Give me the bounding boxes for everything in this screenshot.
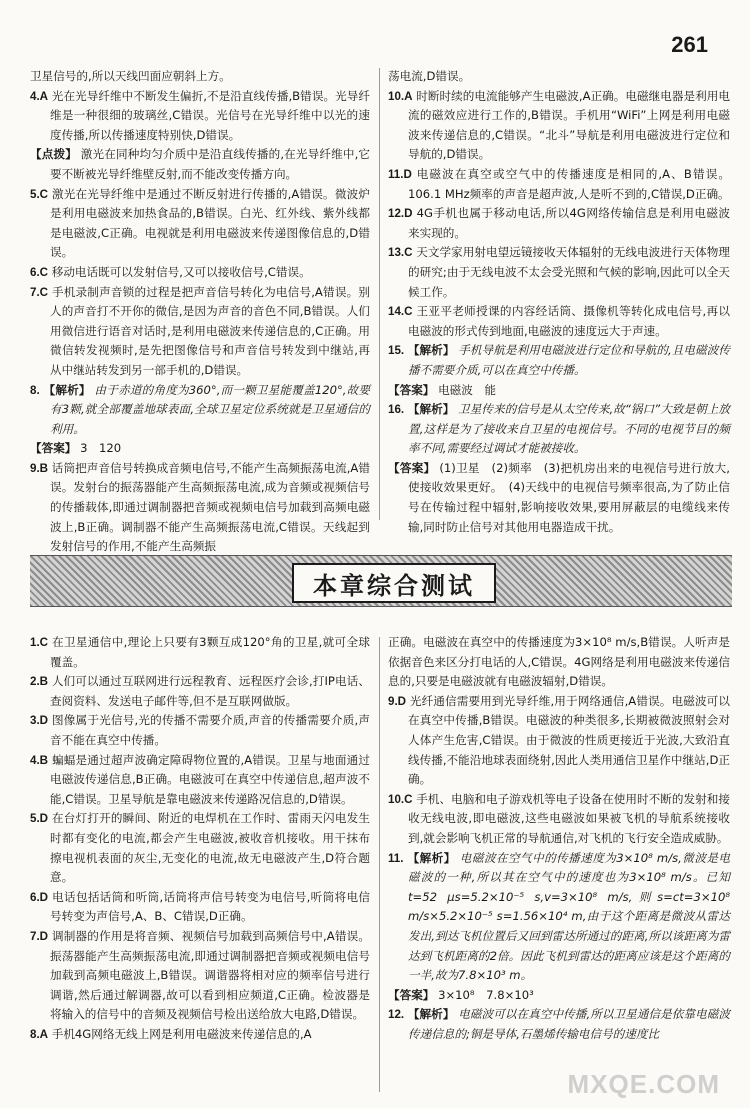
question-number: 4.A (30, 89, 49, 103)
answer-tag: 【答案】 (388, 382, 435, 397)
question-number: 2.B (30, 675, 49, 689)
section-banner (30, 555, 732, 607)
question-number: 16. (388, 403, 405, 417)
answer-text: 3 120 (80, 441, 122, 456)
answer-text: 4G手机也属于移动电话,所以4G网络传输信息是利用电磁波来实现的。 (408, 206, 730, 240)
answer-item (30, 672, 370, 711)
question-number: 12. (388, 1008, 405, 1022)
answer-item (388, 341, 730, 380)
question-number: 12.D (388, 207, 413, 221)
page-number: 261 (671, 32, 708, 57)
answer-text: 卫星传来的信号是从太空传来,故“锅口”大致是朝上放置,这样是为了接收来自卫星的电视信号。不同的电视节目的频率不同,需要经过调试才能被接收。 (408, 402, 730, 456)
answer-item (388, 790, 730, 849)
answer-item (30, 87, 370, 146)
answer-text: (1)卫星 (2)频率 (3)把机房出来的电视信号进行放大,使接收效果更好。 (4)天线中的电视信号频率很高,为了防止信号在传输过程中辐射,影响接收效果,要用屏蔽层的电缆线来传输,同时防止信号对其他用电器造成干扰。 (408, 460, 730, 534)
answer-text: 王亚平老师授课的内容经话筒、摄像机等转化成电信号,再以电磁波的形式传到地面,电磁波的速度远大于声速。 (408, 304, 731, 338)
answer-text: 由于赤道的角度为360°,而一颗卫星能覆盖120°,故要有3颗,就全部覆盖地球表面,全球卫星定位系统就是卫星通信的利用。 (50, 382, 370, 436)
answer-item (30, 711, 370, 750)
question-number: 10.C (388, 792, 413, 806)
answer-item (388, 692, 730, 790)
column-divider (379, 68, 380, 520)
answer-tag: 【解析】 (407, 850, 456, 865)
question-number: 6.C (30, 265, 49, 279)
answer-item (388, 204, 730, 243)
question-number: 11.D (388, 167, 412, 181)
answer-column-left-top (30, 67, 370, 557)
answer-text: 手机导航是利用电磁波进行定位和导航的,且电磁波传播不需要介质,可以在真空中传播。 (408, 343, 730, 377)
answer-tag: 【答案】 (388, 460, 436, 475)
answer-text: 光纤通信需要用到光导纤维,用于网络通信,A错误。电磁波可以在真空中传播,B错误。电磁波的种类很多,长期被微波照射会对人体产生危害,C错误。由于微波的性质更接近于光波,大致沿直线传播,不能沿地球表面绕射,因此人类用通信卫星作中继站,D正确。 (408, 693, 730, 787)
answer-text: 激光在光导纤维中是通过不断反射进行传播的,A错误。微波炉是利用电磁波来加热食品的,B错误。白光、红外线、紫外线都是电磁波,C正确。电视就是利用电磁波来传递图像信息的,D错误。 (50, 186, 371, 260)
question-number: 7.C (30, 285, 49, 299)
continued-text: 荡电流,D错误。 (388, 69, 471, 83)
question-number: 6.D (30, 890, 49, 904)
answer-column-right-bottom (388, 633, 730, 1044)
answer-item (388, 986, 730, 1006)
answer-tag: 【点拨】 (30, 147, 77, 162)
answer-text: 3×10⁸ 7.8×10³ (438, 987, 534, 1002)
answer-item (30, 1025, 370, 1045)
answer-text: 激光在同种均匀介质中是沿直线传播的,在光导纤维中,它要不断被光导纤维壁反射,而不能改变传播方向。 (50, 147, 371, 181)
answer-tag: 【解析】 (43, 382, 91, 397)
question-number: 8.A (30, 1027, 49, 1041)
answer-item (30, 633, 370, 672)
answer-item (388, 165, 730, 204)
section-title: 本章综合测试 (313, 571, 475, 600)
question-number: 5.C (30, 187, 49, 201)
answer-text: 在卫星通信中,理论上只要有3颗互成120°角的卫星,就可全球覆盖。 (50, 635, 371, 669)
answer-text: 蝙蝠是通过超声波确定障碍物位置的,A错误。卫星与地面通过电磁波传递信息,B正确。电磁波可在真空中传递信息,超声波不能,C错误。卫星导航是靠电磁波来传递路况信息的,D错误。 (50, 752, 371, 806)
answer-column-right-top (388, 67, 730, 537)
answer-item (30, 283, 370, 381)
question-number: 8. (30, 383, 40, 397)
answer-item (30, 145, 370, 184)
answer-text: 在台灯打开的瞬间、附近的电焊机在工作时、雷雨天闪电发生时都有变化的电流,都会产生电磁波,被收音机接收。用干抹布擦电视机表面的灰尘,无变化的电流,故无电磁波产生,D符合题意。 (50, 811, 370, 885)
answer-text: 人们可以通过互联网进行远程教育、远程医疗会诊,打IP电话、查阅资料、发送电子邮件等,但不是互联网做版。 (50, 674, 371, 708)
answer-text: 手机录制声音锁的过程是把声音信号转化为电信号,A错误。别人的声音打不开你的微信,是因为声音的音色不同,B错误。人们用微信进行语音对话时,是利用电磁波来传递信息的,C正确。用微信转发视频时,是先把图像信号和声音信号转发到中继站,再从中继站转发到另一部手机的,D错误。 (50, 284, 371, 377)
answer-text: 电磁波在空气中的传播速度为3×10⁸ m/s,微波是电磁波的一种,所以其在空气中的速度也为3×10⁸ m/s。已知t=52 μs=5.2×10⁻⁵ s,v=3×10⁸ m/s,则s=ct=3×10⁸ m/s×5.2×10⁻⁵ s=1.56×10⁴ m,由于这个距离是微波从雷达发出,到达飞机位置后又回到雷达所通过的距离,所以该距离为雷达到飞机距离的2倍。因此飞机到雷达的距离应该是这个距离的一半,故为7.8×10³ m。 (408, 850, 730, 983)
answer-item (30, 263, 370, 283)
answer-tag: 【答案】 (30, 441, 77, 456)
answer-item (30, 888, 370, 927)
answer-item (30, 185, 370, 263)
question-number: 1.C (30, 636, 49, 649)
question-number: 3.D (30, 714, 49, 728)
answer-item (30, 439, 370, 459)
answer-text: 话筒把声音信号转换成音频电信号,不能产生高频振荡电流,A错误。发射台的振荡器能产生高频振荡电流,成为音频或视频信号的传播载体,即通过调制器把音频或视频电信号加载到高频电磁波上,B正确。调制器不能产生高频振荡电流,C错误。天线起到发射信号的作用,不能产生高频振 (50, 460, 370, 554)
question-number: 9.B (30, 461, 49, 475)
answer-text: 电磁波可以在真空中传播,所以卫星通信是依靠电磁波传递信息的;铜是导体,石墨烯传输电信号的速度比 (408, 1007, 730, 1041)
question-number: 10.A (388, 89, 413, 103)
answer-text: 图像属于光信号,光的传播不需要介质,声音的传播需要介质,声音不能在真空中传播。 (50, 713, 370, 747)
answer-item (30, 381, 370, 440)
continued-text: 正确。电磁波在真空中的传播速度为3×10⁸ m/s,B错误。人听声是依据音色来区分打电话的人,C错误。4G网络是利用电磁波来传递信息的,只要是电磁波就有电磁波辐射,D错误。 (388, 635, 730, 689)
answer-column-left-bottom (30, 633, 370, 1044)
answer-item (30, 459, 370, 557)
answer-item (30, 927, 370, 1025)
watermark-logo: MXQE.COM (567, 1069, 720, 1099)
answer-text: 电磁波在真空或空气中的传播速度是相同的,A、B错误。106.1 MHz频率的声音是超声波,人是听不到的,C错误,D正确。 (408, 166, 731, 201)
answer-text: 光在光导纤维中不断发生偏折,不是沿直线传播,B错误。光导纤维是一种很细的玻璃丝,C错误。光信号在光导纤维中以光的速度传播,所以传播速度特别快,D错误。 (50, 88, 371, 142)
question-number: 15. (388, 344, 405, 358)
answer-item (388, 849, 730, 986)
question-number: 5.D (30, 812, 49, 826)
answer-text: 手机、电脑和电子游戏机等电子设备在使用时不断的发射和接收无线电波,即电磁波,这些电磁波如果被飞机的导航系统接收到,就会影响飞机正常的导航通信,对飞机的飞行安全造成威胁。 (408, 791, 730, 845)
answer-tag: 【答案】 (388, 987, 435, 1002)
question-number: 14.C (388, 305, 413, 319)
answer-text: 时断时续的电流能够产生电磁波,A正确。电磁继电器是利用电流的磁效应进行工作的,B错误。手机用“WiFi”上网是利用电磁波来传递信息的,C错误。“北斗”导航是利用电磁波进行定位和导航的,D错误。 (408, 88, 730, 162)
answer-item (30, 751, 370, 810)
question-number: 4.B (30, 753, 49, 767)
answer-item (388, 1005, 730, 1044)
answer-tag: 【解析】 (407, 1007, 455, 1022)
question-number: 9.D (388, 694, 407, 708)
answer-item (388, 87, 730, 165)
answer-item (30, 809, 370, 887)
answer-item (388, 302, 730, 341)
column-divider (379, 637, 380, 1092)
question-number: 13.C (388, 246, 413, 260)
answer-item (388, 381, 730, 401)
answer-item (388, 459, 730, 537)
answer-text: 移动电话既可以发射信号,又可以接收信号,C错误。 (51, 264, 311, 279)
answer-item (388, 400, 730, 459)
question-number: 11. (388, 851, 404, 865)
continued-text: 卫星信号的,所以天线凹面应朝斜上方。 (30, 69, 231, 83)
answer-tag: 【解析】 (407, 402, 455, 417)
answer-text: 天文学家用射电望远镜接收天体辐射的无线电波进行天体物理的研究;由于无线电波不太会受光照和气候的影响,因此可以全天候工作。 (408, 245, 730, 299)
section-title-box (292, 563, 496, 603)
answer-text: 手机4G网络无线上网是利用电磁波来传递信息的,A (51, 1026, 312, 1041)
answer-text: 调制器的作用是将音频、视频信号加载到高频信号中,A错误。振荡器能产生高频振荡电流,即通过调制器把音频或视频电信号加载到高频电磁波上,B错误。调谐器将相对应的频率信号进行调谐,然后通过解调器,故可以看到相应频道,C正确。检波器是将输入的信号中的音频及视频信号检出送给放大电路,D错误。 (50, 928, 371, 1022)
answer-tag: 【解析】 (407, 343, 455, 358)
answer-text: 电话包括话筒和听筒,话筒将声信号转变为电信号,听筒将电信号转变为声信号,A、B、C错误,D正确。 (50, 889, 371, 924)
question-number: 7.D (30, 929, 49, 943)
answer-text: 电磁波 能 (438, 382, 497, 397)
answer-item (388, 243, 730, 302)
